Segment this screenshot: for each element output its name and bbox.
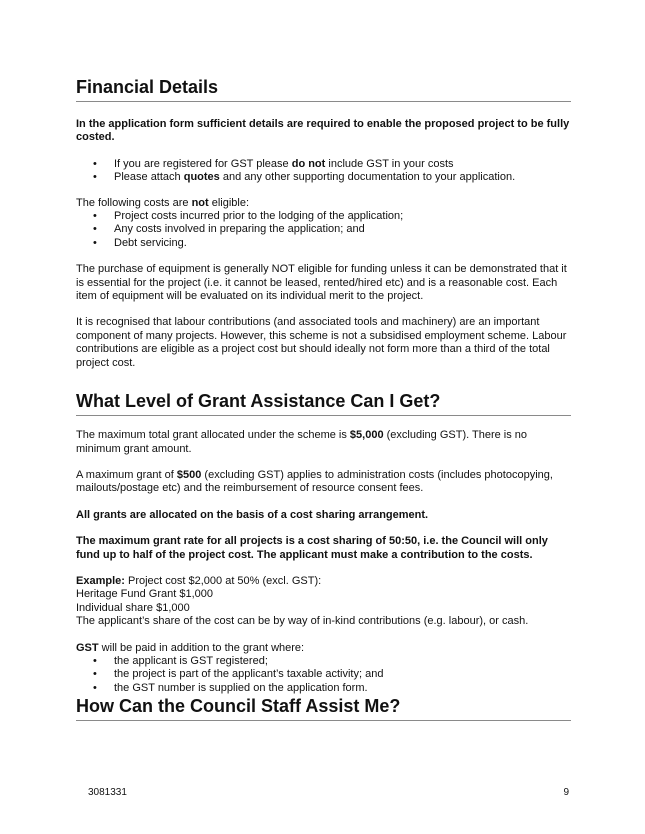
gst-conditions-list [76, 655, 571, 695]
not-eligible-list [76, 210, 571, 250]
council-staff-heading: How Can the Council Staff Assist Me? [76, 695, 571, 721]
grant-assistance-heading: What Level of Grant Assistance Can I Get? [76, 390, 571, 416]
list-item: • If you are registered for GST please do not include GST in your costs [76, 158, 571, 171]
gst-quotes-list [76, 158, 571, 185]
example-block: Example: Project cost $2,000 at 50% (excl. GST): Heritage Fund Grant $1,000 Individual share $1,000 The applicant’s share of the cost can be by way of in-kind contributions (e.g. labour), or cash. [76, 574, 529, 628]
equipment-paragraph: The purchase of equipment is generally NOT eligible for funding unless it can be demonstrated that it is essential for the project (i.e. it cannot be leased, rented/hired etc) and is a reasonable cost. Each item of equipment will be evaluated on its individual merit to the project. [76, 263, 567, 303]
not-eligible-lead: The following costs are not eligible: [76, 196, 250, 209]
list-item: • Debt servicing. [76, 237, 571, 250]
gst-lead: GST will be paid in addition to the grant where: [76, 641, 305, 654]
financial-details-heading: Financial Details [76, 76, 571, 102]
list-item: • the applicant is GST registered; [76, 655, 571, 668]
admin-grant-paragraph: A maximum grant of $500 (excluding GST) applies to administration costs (includes photocopying, mailouts/postage etc) and the reimbursement of resource consent fees. [76, 468, 553, 495]
list-item: • Any costs involved in preparing the application; and [76, 223, 571, 236]
document-number: 3081331 [88, 787, 127, 798]
labour-paragraph: It is recognised that labour contributions (and associated tools and machinery) are an important component of many projects. However, this scheme is not a subsidised employment scheme. Labour contributions are eligible as a project cost but should ideally not form more than a third of the total project cost. [76, 316, 567, 369]
page-number: 9 [563, 787, 569, 798]
example-label: Example: [76, 574, 125, 587]
list-item: • Project costs incurred prior to the lodging of the application; [76, 210, 571, 223]
cost-sharing-paragraph: All grants are allocated on the basis of a cost sharing arrangement. [76, 508, 429, 521]
page-content [76, 76, 571, 721]
list-item: • the project is part of the applicant’s taxable activity; and [76, 668, 571, 681]
max-rate-paragraph: The maximum grant rate for all projects is a cost sharing of 50:50, i.e. the Council will only fund up to half of the project cost. The applicant must make a contribution to the costs. [76, 535, 548, 561]
max-total-grant-paragraph: The maximum total grant allocated under the scheme is $5,000 (excluding GST). There is no minimum grant amount. [76, 429, 528, 455]
list-item: • Please attach quotes and any other supporting documentation to your application. [76, 171, 571, 184]
list-item: • the GST number is supplied on the application form. [76, 682, 571, 695]
financial-intro: In the application form sufficient details are required to enable the proposed project to be fully costed. [76, 118, 570, 144]
